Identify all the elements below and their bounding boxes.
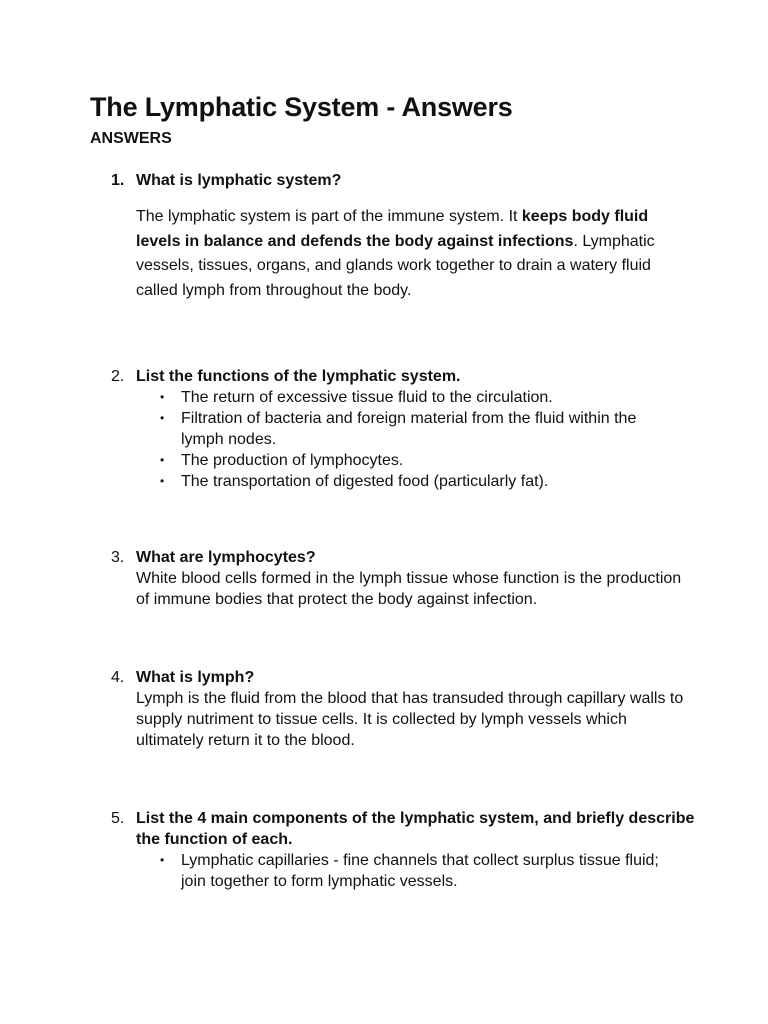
list-item-text: The return of excessive tissue fluid to the circulation. xyxy=(181,389,553,406)
answer-text: The lymphatic system is part of the immune system. It xyxy=(136,208,522,225)
list-item xyxy=(160,471,680,492)
list-item xyxy=(160,408,680,450)
list-item xyxy=(160,850,680,892)
list-item-text: The production of lymphocytes. xyxy=(181,452,404,469)
question-answer xyxy=(136,205,696,303)
document-subtitle: ANSWERS xyxy=(90,130,172,147)
list-item-text: Filtration of bacteria and foreign material from the fluid within the lymph nodes. xyxy=(181,410,637,448)
bullet-icon: • xyxy=(160,390,165,404)
bullet-icon: • xyxy=(160,411,165,425)
list-item xyxy=(160,450,680,471)
question-answer: Lymph is the fluid from the blood that has transuded through capillary walls to supply nutriment to tissue cells. It is collected by lymph vessels which ultimately return it to the blood. xyxy=(136,690,684,749)
bullet-list xyxy=(160,387,680,492)
question-title: What are lymphocytes? xyxy=(136,549,316,566)
question-number: 2. xyxy=(111,368,125,385)
document-title: The Lymphatic System - Answers xyxy=(90,92,513,122)
list-item-text: Lymphatic capillaries - fine channels that collect surplus tissue fluid; join together to form lymphatic vessels. xyxy=(181,852,659,890)
bullet-icon: • xyxy=(160,474,165,488)
question-title: List the functions of the lymphatic system. xyxy=(136,368,461,385)
question-number: 3. xyxy=(111,549,125,566)
question-number: 5. xyxy=(111,810,125,827)
list-item xyxy=(160,387,680,408)
answer-emphasis: keeps body fluid levels in balance and defends the body against infections xyxy=(136,208,649,250)
question-title: What is lymph? xyxy=(136,669,255,686)
bullet-icon: • xyxy=(160,453,165,467)
question-title: List the 4 main components of the lymphatic system, and briefly describe the function of each. xyxy=(136,810,695,848)
bullet-icon: • xyxy=(160,853,165,867)
question-number: 4. xyxy=(111,669,125,686)
bullet-list xyxy=(160,850,680,892)
list-item-text: The transportation of digested food (particularly fat). xyxy=(181,473,549,490)
question-answer: White blood cells formed in the lymph tissue whose function is the production of immune bodies that protect the body against infection. xyxy=(136,570,682,608)
question-number: 1. xyxy=(111,172,125,189)
answer-text: . Lymphatic vessels, tissues, organs, and glands work together to drain a watery fluid called lymph from throughout the body. xyxy=(136,232,655,299)
question-title: What is lymphatic system? xyxy=(136,172,342,189)
